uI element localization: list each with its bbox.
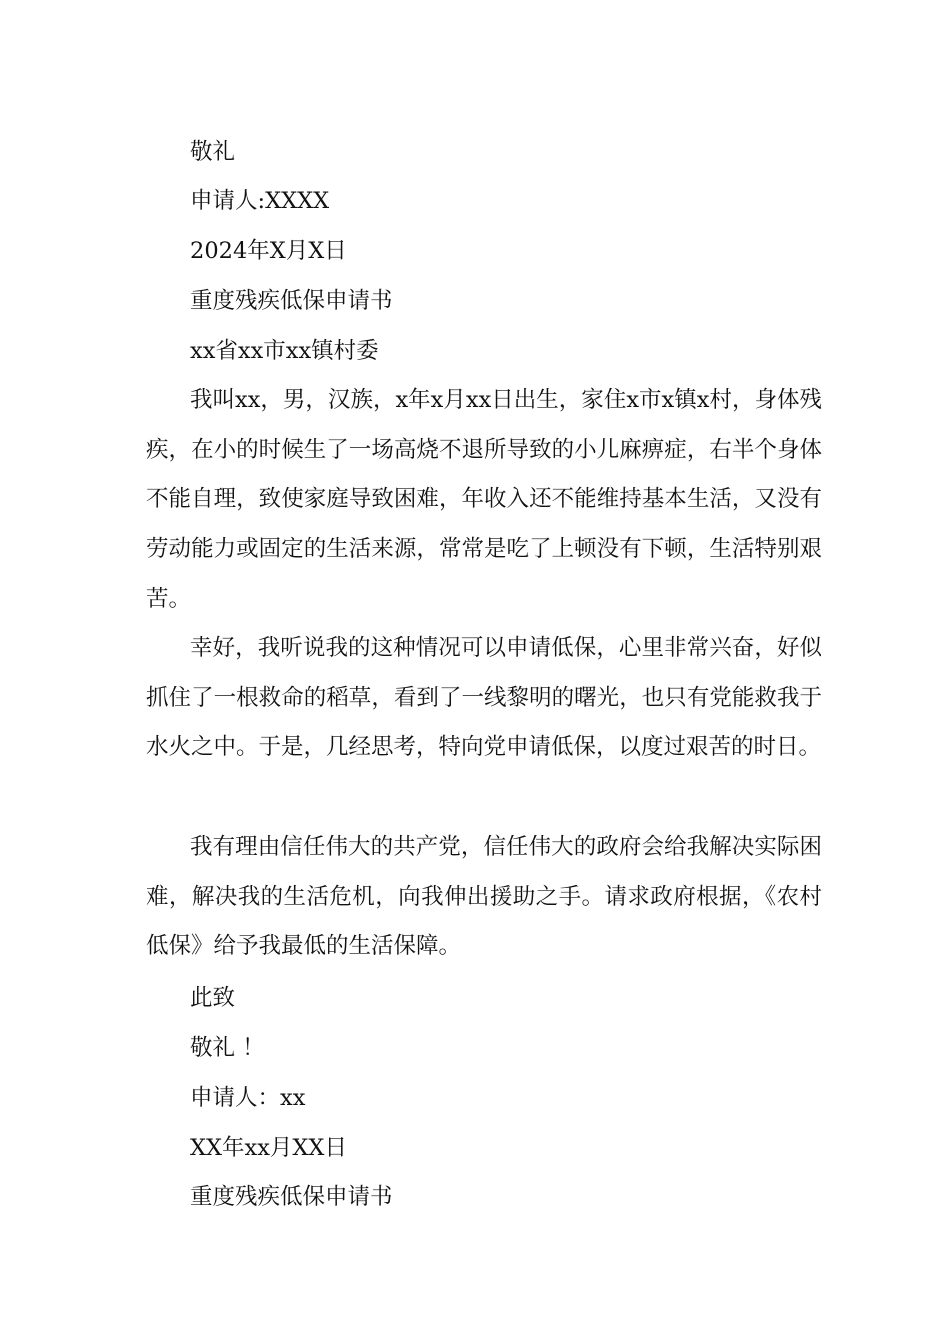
closing-line: 此致 [190, 985, 236, 1011]
document-title: 重度残疾低保申请书 [190, 288, 393, 314]
recipient-line: xx省xx市xx镇村委 [190, 338, 379, 364]
applicant-line: 申请人:XXXX [190, 188, 330, 214]
salutation-line: 敬礼 [190, 139, 236, 165]
date-line: 2024年X月X日 [190, 238, 347, 264]
signature-line: 申请人：xx [190, 1085, 306, 1111]
signature-date-line: XX年xx月XX日 [190, 1135, 347, 1161]
regards-line: 敬礼 ！ [190, 1035, 265, 1061]
body-paragraph-2: 幸好，我听说我的这种情况可以申请低保，心里非常兴奋，好似抓住了一根救命的稻草，看到了一线黎明的曙光，也只有党能救我于水火之中。于是，几经思考，特向党申请低保，以度过艰苦的时日。 [146, 635, 822, 761]
footer-title: 重度残疾低保申请书 [190, 1184, 393, 1210]
body-paragraph-1: 我叫xx，男，汉族，x年x月xx日出生，家住x市x镇x村，身体残疾，在小的时候生了一场高烧不退所导致的小儿麻痹症，右半个身体不能自理，致使家庭导致困难，年收入还不能维持基本生活，又没有劳动能力或固定的生活来源，常常是吃了上顿没有下顿，生活特别艰苦。 [146, 387, 822, 612]
body-paragraph-3: 我有理由信任伟大的共产党，信任伟大的政府会给我解决实际困难，解决我的生活危机，向我伸出援助之手。请求政府根据，《农村低保》给予我最低的生活保障。 [146, 834, 822, 960]
